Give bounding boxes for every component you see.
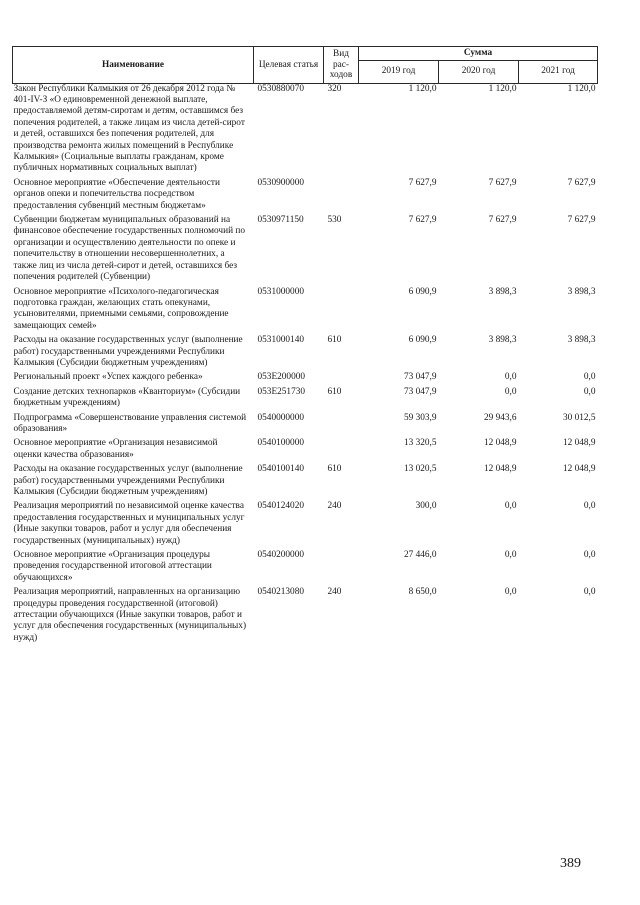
row-code: 0540100000 (257, 438, 304, 449)
row-name: Субвенции бюджетам муниципальных образований на финансовое обеспечение государственных полномочий по организации и осуществлению деятельности по опеке и попечительству в отношении несовершеннолетних, а также лиц из числа детей-сирот и детей, оставшихся без попечения родителей (Субвенции) (13, 215, 246, 283)
table-row (13, 287, 598, 336)
row-code: 0540200000 (257, 550, 304, 561)
row-2020: 7 627,9 (488, 177, 517, 188)
row-2019: 73 047,9 (403, 386, 437, 397)
table-row (13, 413, 598, 439)
row-kind (324, 178, 359, 215)
row-code: 0540124020 (257, 501, 304, 512)
row-kind: 240 (327, 587, 342, 598)
row-name: Подпрограмма «Совершенствование управления системой образования» (13, 412, 247, 434)
page-number: 389 (560, 856, 581, 871)
row-kind: 610 (327, 335, 342, 346)
table-row (13, 587, 598, 647)
row-name: Расходы на оказание государственных услуг (выполнение работ) государственными учреждениями Республики Калмыкия (Субсидии бюджетным учреждениям) (13, 335, 243, 368)
table-row (13, 372, 598, 386)
table-row (13, 387, 598, 413)
row-name: Основное мероприятие «Организация процедуры проведения государственной итоговой аттестации обучающихся» (13, 550, 212, 583)
table-header (13, 47, 598, 84)
row-2019: 7 627,9 (408, 177, 437, 188)
row-2019: 8 650,0 (408, 587, 437, 598)
row-2021: 3 898,3 (567, 335, 596, 346)
header-kind: Вид рас-ходов (324, 47, 359, 84)
row-2021: 0,0 (583, 386, 596, 397)
row-2021: 12 048,9 (562, 438, 596, 449)
row-name: Реализация мероприятий, направленных на организацию процедуры проведения государственной (итоговой) аттестации обучающихся (Иные закупки товаров, работ и услуг для обеспечения государственных (муниципальных) нужд) (13, 587, 247, 643)
row-code: 053E200000 (257, 372, 306, 383)
row-2020: 0,0 (504, 372, 517, 383)
row-kind (324, 438, 359, 464)
row-2021: 0,0 (583, 501, 596, 512)
row-2020: 7 627,9 (488, 215, 517, 226)
row-2021: 0,0 (583, 372, 596, 383)
row-code: 0531000140 (257, 335, 304, 346)
row-kind: 530 (327, 215, 342, 226)
row-code: 0531000000 (257, 286, 304, 297)
row-kind: 320 (327, 83, 342, 94)
row-2019: 6 090,9 (408, 286, 437, 297)
row-kind (324, 287, 359, 336)
table-body (13, 83, 598, 647)
row-2019: 73 047,9 (403, 372, 437, 383)
row-2021: 12 048,9 (562, 464, 596, 475)
header-sum: Сумма (359, 47, 598, 61)
row-name: Основное мероприятие «Организация независимой оценки качества образования» (13, 438, 218, 460)
row-kind (324, 413, 359, 439)
row-2019: 1 120,0 (408, 83, 437, 94)
row-2021: 0,0 (583, 587, 596, 598)
table-row (13, 83, 598, 178)
row-name: Создание детских технопарков «Кванториум» (Субсидии бюджетным учреждениям) (13, 386, 241, 409)
row-kind: 610 (327, 464, 342, 475)
table-row (13, 501, 598, 550)
row-2020: 0,0 (504, 550, 517, 561)
row-2019: 27 446,0 (403, 550, 437, 561)
row-2020: 3 898,3 (488, 286, 517, 297)
row-code: 0540000000 (257, 412, 304, 423)
row-2019: 6 090,9 (408, 335, 437, 346)
row-code: 0530971150 (257, 215, 304, 226)
budget-table (12, 46, 598, 647)
row-2021: 30 012,5 (562, 412, 596, 423)
row-2020: 29 943,6 (483, 412, 517, 423)
row-2021: 7 627,9 (567, 215, 596, 226)
row-name: Основное мероприятие «Психолого-педагогическая подготовка граждан, желающих стать опекунами, усыновителями, приемными семьями, сопровождение замещающих семей» (13, 286, 229, 331)
table-row (13, 215, 598, 286)
row-2020: 12 048,9 (483, 464, 517, 475)
row-code: 0530880070 (257, 83, 304, 94)
row-2020: 1 120,0 (488, 83, 517, 94)
header-year-2020: 2020 год (439, 60, 519, 83)
row-2020: 0,0 (504, 386, 517, 397)
row-2019: 13 020,5 (403, 464, 437, 475)
row-2021: 0,0 (583, 550, 596, 561)
table-row (13, 438, 598, 464)
row-code: 0530900000 (257, 177, 304, 188)
row-2020: 0,0 (504, 587, 517, 598)
row-code: 053E251730 (257, 386, 306, 397)
header-year-2021: 2021 год (519, 60, 598, 83)
header-name: Наименование (13, 47, 254, 84)
row-2021: 1 120,0 (567, 83, 596, 94)
row-2020: 3 898,3 (488, 335, 517, 346)
row-code: 0540213080 (257, 587, 304, 598)
table-row (13, 178, 598, 215)
row-code: 0540100140 (257, 464, 304, 475)
row-kind: 240 (327, 501, 342, 512)
row-name: Закон Республики Калмыкия от 26 декабря 2012 года № 401-IV-З «О единовременной денежной выплате, предоставляемой детям-сиротам и детям, оставшимся без попечения родителей, а также лицам из числа детей-сирот и детей, оставшихся без попечения родителей, для производства ремонта жилых помещений в Республике Калмыкия» (Социальные выплаты гражданам, кроме публичных нормативных социальных выплат) (13, 83, 245, 174)
row-name: Основное мероприятие «Обеспечение деятельности органов опеки и попечительства посредством предоставления субвенций местным бюджетам» (13, 177, 220, 211)
row-2021: 3 898,3 (567, 286, 596, 297)
row-kind (324, 550, 359, 587)
row-kind: 610 (327, 386, 342, 397)
table-row (13, 550, 598, 587)
row-2019: 300,0 (415, 501, 437, 512)
row-2019: 7 627,9 (408, 215, 437, 226)
header-code: Целевая статья (254, 47, 324, 84)
header-year-2019: 2019 год (359, 60, 439, 83)
row-name: Региональный проект «Успех каждого ребенка» (13, 372, 203, 383)
row-2020: 0,0 (504, 501, 517, 512)
table-row (13, 335, 598, 372)
row-name: Реализация мероприятий по независимой оценке качества предоставления государственных и муниципальных услуг (Иные закупки товаров, работ и услуг для обеспечения государственных (муниципальных) нужд) (13, 501, 245, 546)
row-kind (324, 372, 359, 386)
row-2021: 7 627,9 (567, 177, 596, 188)
row-2019: 13 320,5 (403, 438, 437, 449)
row-2019: 59 303,9 (403, 412, 437, 423)
row-2020: 12 048,9 (483, 438, 517, 449)
row-name: Расходы на оказание государственных услуг (выполнение работ) государственными учреждениями Республики Калмыкия (Субсидии бюджетным учреждениям) (13, 464, 243, 497)
table-row (13, 464, 598, 501)
